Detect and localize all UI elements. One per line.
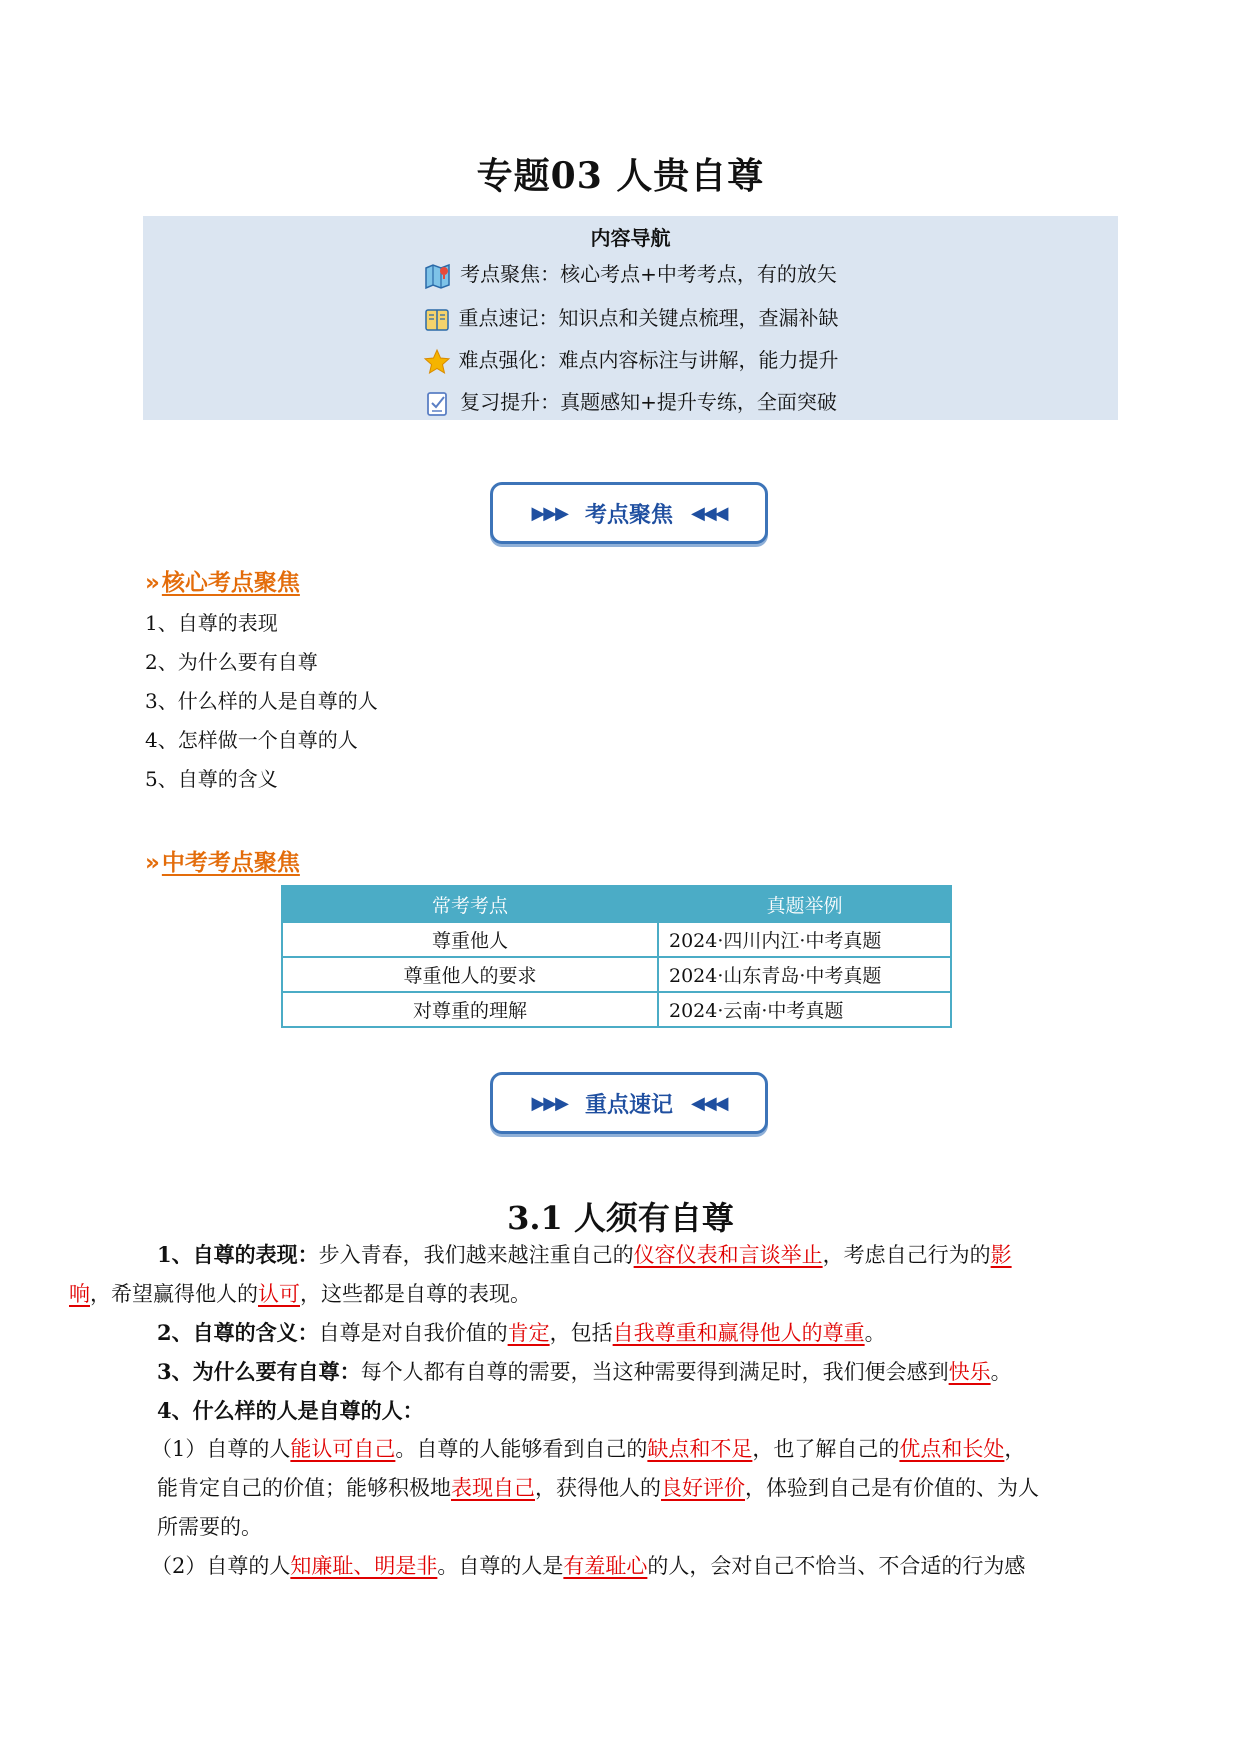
checklist-icon [424,390,452,418]
list-item: 4、怎样做一个自尊的人 [145,728,358,752]
nav-item-strengthen [143,344,1118,376]
list-item: 5、自尊的含义 [145,767,278,791]
table-row [282,992,951,1027]
paragraph-point-2: （2）自尊的人知廉耻、明是非。自尊的人是有羞耻心的人，会对自己不恰当、不合适的行为感 [151,1554,1026,1578]
exam-points-table [281,885,952,1028]
table-header-row [282,886,951,922]
banner-label: 考点聚焦 [584,502,673,528]
nav-item-text: 考点聚焦：核心考点+中考考点，有的放矢 [460,262,837,286]
table-row [282,922,951,957]
exam-heading: » 中考考点聚焦 [145,849,300,876]
triple-arrow-left-icon: ◀◀◀ [691,502,727,524]
map-icon [424,262,452,290]
content-navigation [143,216,1118,420]
list-item: 2、为什么要有自尊 [145,650,318,674]
paragraph-expression: 1、自尊的表现：步入青春，我们越来越注重自己的仪容仪表和言谈举止，考虑自己行为的影 响，希望赢得他人的认可，这些都是自尊的表现。 [69,1242,1012,1306]
paragraph-why: 3、为什么要有自尊：每个人都有自尊的需要，当这种需要得到满足时，我们便会感到快乐。 [157,1359,1012,1384]
double-chevron-icon: » [145,570,155,596]
nav-item-focus [143,258,1118,290]
core-heading: » 核心考点聚焦 [145,569,300,596]
paragraph-who: 4、什么样的人是自尊的人： [157,1398,424,1423]
table-cell: 2024·四川内江·中考真题 [658,922,951,957]
star-icon [423,348,451,376]
book-icon [423,306,451,334]
double-chevron-icon: » [145,850,155,876]
nav-item-text: 难点强化：难点内容标注与讲解，能力提升 [458,348,839,372]
table-row [282,957,951,992]
page-title: 专题03 人贵自尊 [476,155,765,197]
triple-arrow-left-icon: ◀◀◀ [691,1092,727,1114]
triple-arrow-right-icon: ▶▶▶ [531,502,567,524]
nav-item-notes [143,302,1118,334]
paragraph-point-1: （1）自尊的人能认可自己。自尊的人能够看到自己的缺点和不足，也了解自己的优点和长处， 能肯定自己的价值；能够积极地表现自己，获得他人的良好评价，体验到自己是有价值的、为人 所需要的。 [151,1437,1039,1539]
section-title: 3.1 人须有自尊 [507,1199,734,1237]
list-item: 3、什么样的人是自尊的人 [145,689,378,713]
table-cell: 尊重他人 [282,922,658,957]
table-cell: 尊重他人的要求 [282,957,658,992]
banner-label: 重点速记 [584,1092,673,1118]
list-item: 1、自尊的表现 [145,611,278,635]
focus-banner [490,482,768,544]
triple-arrow-right-icon: ▶▶▶ [531,1092,567,1114]
nav-heading: 内容导航 [590,226,671,250]
table-cell: 对尊重的理解 [282,992,658,1027]
column-header: 常考考点 [282,886,658,922]
nav-item-text: 重点速记：知识点和关键点梳理，查漏补缺 [458,306,839,330]
notes-banner [490,1072,768,1134]
paragraph-meaning: 2、自尊的含义：自尊是对自我价值的肯定，包括自我尊重和赢得他人的尊重。 [157,1320,886,1345]
nav-item-text: 复习提升：真题感知+提升专练，全面突破 [460,390,837,414]
table-cell: 2024·山东青岛·中考真题 [658,957,951,992]
nav-item-review [143,386,1118,418]
column-header: 真题举例 [658,886,951,922]
table-cell: 2024·云南·中考真题 [658,992,951,1027]
